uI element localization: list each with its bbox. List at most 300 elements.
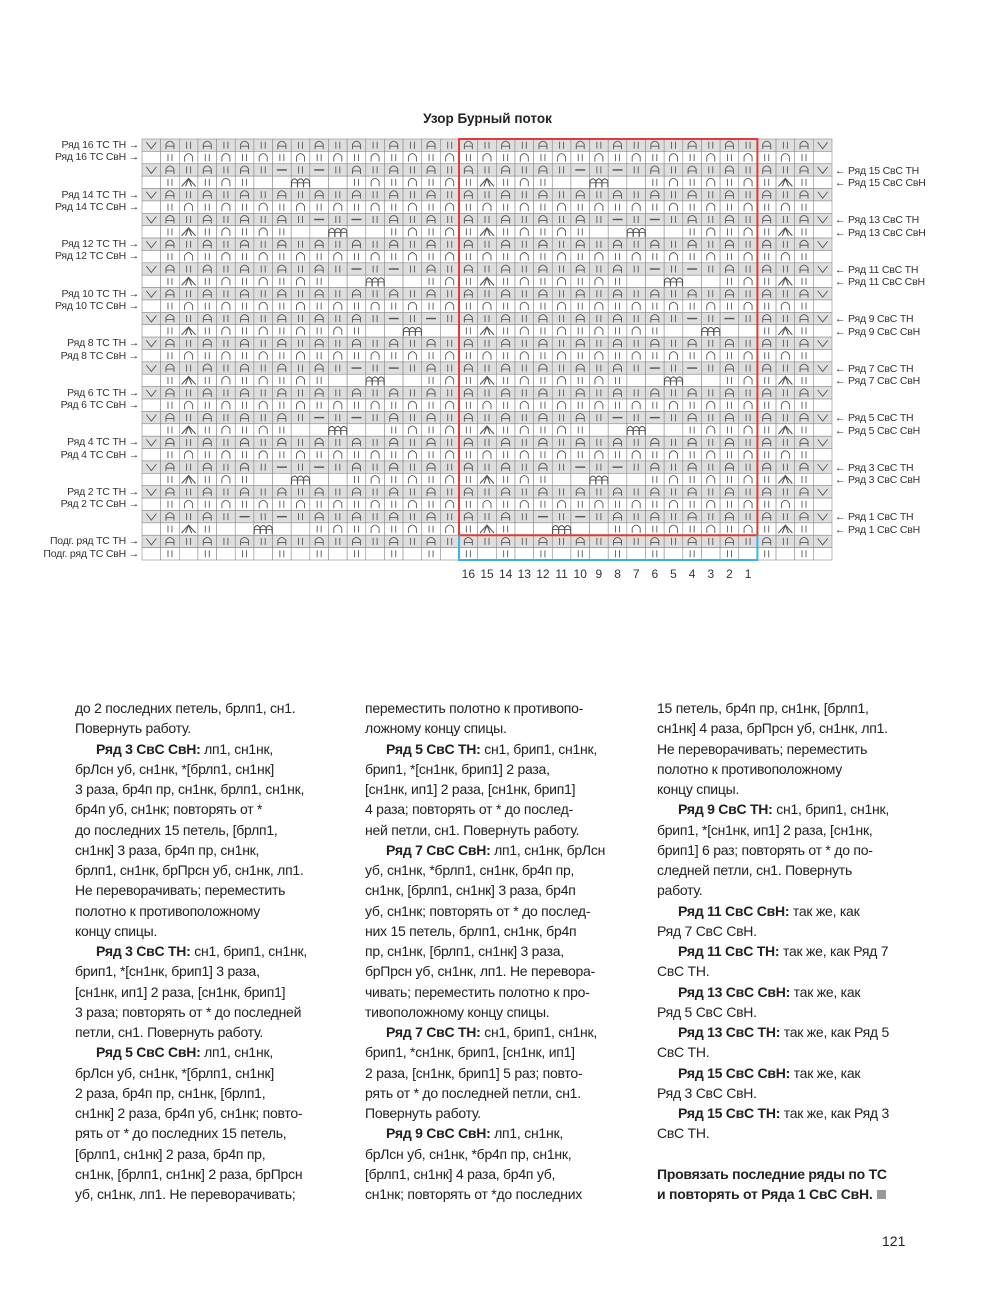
instruction-text: бр4п уб, сн1нк; повторять от * (75, 801, 263, 818)
chart-cell (701, 436, 720, 448)
chart-cell (571, 275, 590, 287)
chart-cell (701, 189, 720, 201)
chart-cell (459, 325, 478, 337)
chart-cell (720, 201, 739, 213)
text-line (365, 961, 645, 981)
row-heading: Ряд 7 СвС ТН: (386, 1024, 481, 1040)
chart-cell (571, 523, 590, 535)
chart-cell (347, 226, 366, 238)
row-heading: и повторять от Ряда 1 СвС СвН. (657, 1186, 873, 1202)
chart-cell (310, 350, 329, 362)
chart-cell (217, 139, 236, 151)
chart-cell (776, 362, 795, 374)
chart-cell (627, 189, 646, 201)
chart-cell (608, 226, 627, 238)
chart-cell (142, 473, 161, 485)
chart-cell (813, 189, 832, 201)
chart-cell (459, 424, 478, 436)
chart-cell (254, 473, 273, 485)
chart-cell (403, 337, 422, 349)
instruction-text: брлп1, сн1нк, брПрсн уб, сн1нк, лп1. (75, 862, 304, 878)
chart-cell (347, 374, 366, 386)
chart-cell (459, 548, 478, 560)
chart-cell (683, 473, 702, 485)
chart-cell (701, 325, 720, 337)
knitting-chart (0, 0, 997, 600)
chart-cell (478, 189, 497, 201)
chart-cell (403, 548, 422, 560)
chart-cell (254, 139, 273, 151)
chart-cell (384, 498, 403, 510)
text-line (657, 901, 937, 921)
row-label-right: ← Ряд 9 СвС ТН (835, 313, 914, 326)
chart-cell (608, 498, 627, 510)
chart-cell (254, 362, 273, 374)
instruction-text: уб, сн1нк; повторять от * до послед- (365, 902, 591, 919)
chart-cell (440, 337, 459, 349)
chart-cell (254, 176, 273, 188)
chart-cell (179, 387, 198, 399)
chart-cell (459, 473, 478, 485)
chart-cell (701, 374, 720, 386)
chart-cell (403, 288, 422, 300)
chart-cell (795, 250, 814, 262)
chart-cell (813, 436, 832, 448)
chart-cell (590, 523, 609, 535)
chart-cell (627, 535, 646, 547)
chart-cell (813, 449, 832, 461)
chart-cell (701, 275, 720, 287)
instruction-text: уб, сн1нк, *брлп1, сн1нк, бр4п пр, (365, 862, 575, 878)
chart-cell (627, 288, 646, 300)
chart-cell (571, 151, 590, 163)
chart-cell (701, 510, 720, 522)
chart-cell (813, 374, 832, 386)
chart-cell (347, 473, 366, 485)
chart-cell (608, 523, 627, 535)
chart-cell (552, 164, 571, 176)
chart-cell (291, 312, 310, 324)
chart-cell (142, 436, 161, 448)
chart-cell (757, 449, 776, 461)
chart-cell (291, 189, 310, 201)
row-label-left: Ряд 10 ТС СвН → (54, 299, 139, 312)
chart-cell (198, 250, 217, 262)
instruction-text: сн1, брип1, сн1нк, (480, 740, 598, 757)
text-line (657, 759, 937, 779)
chart-cell (366, 189, 385, 201)
row-heading: Ряд 11 СвС СвН: (678, 902, 790, 919)
row-label-right: ← Ряд 1 СвС СвН (835, 523, 920, 536)
chart-cell (813, 312, 832, 324)
chart-cell (552, 189, 571, 201)
chart-cell (627, 548, 646, 560)
chart-cell (440, 548, 459, 560)
chart-cell (328, 362, 347, 374)
chart-cell (403, 436, 422, 448)
chart-cell (384, 424, 403, 436)
text-line (657, 1144, 937, 1164)
instruction-text: так же, как Ряд 3 (780, 1105, 890, 1121)
chart-cell (291, 387, 310, 399)
chart-cell (757, 523, 776, 535)
chart-cell (254, 387, 273, 399)
chart-cell (515, 523, 534, 535)
chart-cell (459, 250, 478, 262)
chart-cell (310, 201, 329, 213)
column-number: 5 (670, 567, 677, 581)
chart-cell (161, 275, 180, 287)
chart-cell (403, 238, 422, 250)
chart-cell (254, 189, 273, 201)
chart-cell (478, 461, 497, 473)
chart-cell (757, 374, 776, 386)
chart-cell (757, 399, 776, 411)
chart-cell (142, 362, 161, 374)
row-label-left: Ряд 10 ТС ТН → (61, 287, 139, 300)
chart-cell (478, 238, 497, 250)
chart-cell (254, 288, 273, 300)
chart-cell (739, 189, 758, 201)
chart-cell (627, 263, 646, 275)
chart-cell (515, 288, 534, 300)
instruction-text: чивать; переместить полотно к про- (365, 983, 590, 1000)
instruction-text: лп1, сн1нк, (490, 1125, 563, 1142)
text-line (657, 921, 937, 941)
chart-cell (608, 424, 627, 436)
chart-cell (291, 461, 310, 473)
chart-cell (459, 151, 478, 163)
text-line (365, 1123, 645, 1143)
chart-cell (534, 325, 553, 337)
chart-cell (534, 300, 553, 312)
chart-cell (627, 436, 646, 448)
chart-cell (757, 250, 776, 262)
text-line (365, 759, 645, 779)
chart-cell (198, 275, 217, 287)
text-line (657, 860, 937, 880)
chart-cell (701, 238, 720, 250)
chart-cell (254, 510, 273, 522)
chart-cell (384, 275, 403, 287)
chart-cell (590, 424, 609, 436)
chart-cell (664, 275, 683, 287)
chart-cell (813, 486, 832, 498)
chart-cell (757, 424, 776, 436)
text-line (365, 1083, 645, 1103)
chart-cell (552, 411, 571, 423)
chart-cell (142, 325, 161, 337)
chart-cell (515, 238, 534, 250)
chart-cell (720, 226, 739, 238)
chart-cell (552, 288, 571, 300)
chart-cell (534, 473, 553, 485)
chart-cell (552, 473, 571, 485)
chart-cell (198, 226, 217, 238)
text-line (365, 880, 645, 900)
chart-cell (198, 201, 217, 213)
chart-cell (739, 510, 758, 522)
chart-cell (478, 510, 497, 522)
chart-cell (384, 473, 403, 485)
chart-cell (590, 263, 609, 275)
chart-cell (534, 498, 553, 510)
chart-cell (347, 350, 366, 362)
chart-cell (739, 486, 758, 498)
chart-cell (328, 461, 347, 473)
chart-cell (478, 387, 497, 399)
chart-cell (403, 213, 422, 225)
instruction-text: сн1нк] 4 раза, брПрсн уб, сн1нк, лп1. (657, 720, 888, 737)
chart-cell (217, 510, 236, 522)
chart-cell (646, 473, 665, 485)
chart-cell (179, 535, 198, 547)
chart-cell (534, 399, 553, 411)
instruction-text: так же, как Ряд 7 (779, 943, 889, 959)
chart-cell (739, 263, 758, 275)
chart-cell (254, 164, 273, 176)
chart-cell (161, 473, 180, 485)
chart-cell (590, 362, 609, 374)
instruction-text: [брлп1, сн1нк] 2 раза, бр4п пр, (75, 1145, 266, 1162)
chart-cell (291, 523, 310, 535)
text-line (75, 1042, 355, 1062)
chart-cell (198, 523, 217, 535)
chart-cell (664, 312, 683, 324)
row-heading: Ряд 15 СвС ТН: (678, 1105, 781, 1121)
text-line (657, 779, 937, 799)
chart-cell (310, 424, 329, 436)
text-line (657, 698, 937, 718)
chart-cell (384, 176, 403, 188)
chart-cell (310, 473, 329, 485)
chart-cell (422, 424, 441, 436)
chart-cell (813, 213, 832, 225)
chart-cell (627, 337, 646, 349)
chart-cell (701, 139, 720, 151)
chart-cell (273, 449, 292, 461)
chart-cell (478, 362, 497, 374)
chart-cell (795, 498, 814, 510)
chart-cell (179, 139, 198, 151)
text-line (657, 1042, 937, 1062)
chart-cell (440, 164, 459, 176)
chart-cell (720, 350, 739, 362)
chart-cell (142, 387, 161, 399)
chart-cell (627, 238, 646, 250)
chart-cell (552, 548, 571, 560)
chart-cell (534, 350, 553, 362)
chart-cell (776, 263, 795, 275)
chart-cell (161, 176, 180, 188)
chart-cell (198, 548, 217, 560)
chart-cell (254, 461, 273, 473)
chart-cell (664, 164, 683, 176)
chart-cell (608, 399, 627, 411)
chart-cell (273, 300, 292, 312)
chart-cell (328, 312, 347, 324)
chart-cell (142, 263, 161, 275)
chart-cell (813, 387, 832, 399)
column-number: 16 (461, 567, 476, 581)
chart-cell (179, 411, 198, 423)
chart-cell (310, 399, 329, 411)
chart-cell (701, 548, 720, 560)
chart-cell (478, 535, 497, 547)
chart-cell (161, 151, 180, 163)
chart-cell (646, 201, 665, 213)
instruction-text: Не переворачивать; переместить (657, 740, 868, 757)
row-label-left: Подг. ряд ТС ТН → (49, 535, 139, 548)
chart-cell (161, 300, 180, 312)
chart-cell (478, 288, 497, 300)
chart-cell (515, 486, 534, 498)
chart-cell (608, 473, 627, 485)
chart-cell (515, 362, 534, 374)
chart-cell (142, 151, 161, 163)
chart-cell (142, 424, 161, 436)
chart-cell (515, 312, 534, 324)
chart-cell (571, 374, 590, 386)
chart-cell (366, 374, 385, 386)
chart-cell (795, 176, 814, 188)
instruction-text: уб, сн1нк, лп1. Не переворачивать; (75, 1186, 296, 1202)
chart-cell (217, 362, 236, 374)
text-line (75, 1123, 355, 1143)
chart-cell (515, 164, 534, 176)
chart-cell (179, 164, 198, 176)
chart-cell (273, 399, 292, 411)
chart-cell (422, 325, 441, 337)
chart-cell (813, 288, 832, 300)
chart-cell (366, 139, 385, 151)
chart-cell (217, 164, 236, 176)
chart-cell (478, 213, 497, 225)
row-label-left: Ряд 4 ТС СвН → (60, 448, 139, 461)
chart-cell (590, 189, 609, 201)
chart-cell (179, 510, 198, 522)
chart-cell (683, 523, 702, 535)
chart-cell (590, 176, 609, 188)
chart-cell (776, 337, 795, 349)
instruction-text: лп1, сн1нк, (200, 740, 273, 757)
chart-cell (142, 535, 161, 547)
chart-cell (440, 535, 459, 547)
row-label-right: ← Ряд 3 СвС ТН (835, 461, 914, 474)
chart-cell (384, 449, 403, 461)
chart-cell (608, 449, 627, 461)
text-line (657, 840, 937, 860)
chart-cell (608, 275, 627, 287)
chart-cell (310, 523, 329, 535)
chart-cell (403, 461, 422, 473)
chart-cell (440, 510, 459, 522)
chart-cell (646, 498, 665, 510)
chart-cell (235, 498, 254, 510)
row-heading: Ряд 13 СвС ТН: (678, 1024, 781, 1040)
column-number: 2 (726, 567, 733, 581)
chart-cell (813, 535, 832, 547)
chart-cell (515, 461, 534, 473)
text-line (75, 941, 355, 961)
chart-cell (496, 300, 515, 312)
row-heading: Ряд 9 СвС ТН: (678, 801, 773, 818)
text-line (75, 961, 355, 981)
chart-cell (440, 387, 459, 399)
chart-cell (273, 548, 292, 560)
chart-cell (776, 312, 795, 324)
chart-cell (515, 139, 534, 151)
row-label-left: Ряд 8 ТС ТН → (67, 337, 139, 350)
row-label-right: ← Ряд 5 СвС ТН (835, 412, 914, 425)
chart-cell (757, 275, 776, 287)
chart-cell (291, 548, 310, 560)
chart-cell (142, 449, 161, 461)
chart-cell (813, 325, 832, 337)
chart-cell (142, 399, 161, 411)
chart-cell (664, 337, 683, 349)
chart-cell (440, 288, 459, 300)
chart-cell (235, 151, 254, 163)
chart-cell (627, 424, 646, 436)
text-line (657, 1002, 937, 1022)
chart-cell (496, 548, 515, 560)
chart-cell (795, 300, 814, 312)
chart-cell (310, 374, 329, 386)
chart-cell (459, 498, 478, 510)
chart-cell (664, 535, 683, 547)
chart-cell (813, 275, 832, 287)
chart-cell (217, 411, 236, 423)
chart-cell (720, 325, 739, 337)
chart-cell (627, 374, 646, 386)
chart-cell (795, 399, 814, 411)
chart-cell (720, 300, 739, 312)
text-line (75, 739, 355, 759)
text-line (657, 1184, 937, 1204)
instruction-text: лп1, сн1нк, (200, 1044, 273, 1061)
chart-cell (254, 213, 273, 225)
chart-cell (515, 535, 534, 547)
chart-cell (366, 213, 385, 225)
chart-cell (254, 238, 273, 250)
chart-cell (496, 350, 515, 362)
chart-cell (459, 523, 478, 535)
chart-cell (198, 424, 217, 436)
chart-cell (347, 523, 366, 535)
chart-cell (291, 164, 310, 176)
chart-cell (646, 399, 665, 411)
chart-cell (142, 548, 161, 560)
text-line (75, 921, 355, 941)
chart-cell (552, 510, 571, 522)
chart-cell (179, 238, 198, 250)
instruction-text: сн1нк, [брлп1, сн1нк] 3 раза, бр4п (365, 882, 576, 899)
chart-cell (459, 201, 478, 213)
chart-cell (646, 226, 665, 238)
chart-cell (310, 250, 329, 262)
chart-cell (496, 523, 515, 535)
row-heading: Ряд 5 СвС СвН: (96, 1044, 201, 1061)
instruction-text: ложному концу спицы. (365, 720, 507, 737)
column-number: 3 (707, 567, 715, 581)
chart-cell (496, 449, 515, 461)
instruction-text: [брлп1, сн1нк] 4 раза, бр4п уб, (365, 1165, 556, 1182)
chart-cell (664, 411, 683, 423)
chart-cell (459, 275, 478, 287)
text-line (75, 698, 355, 718)
chart-cell (403, 535, 422, 547)
